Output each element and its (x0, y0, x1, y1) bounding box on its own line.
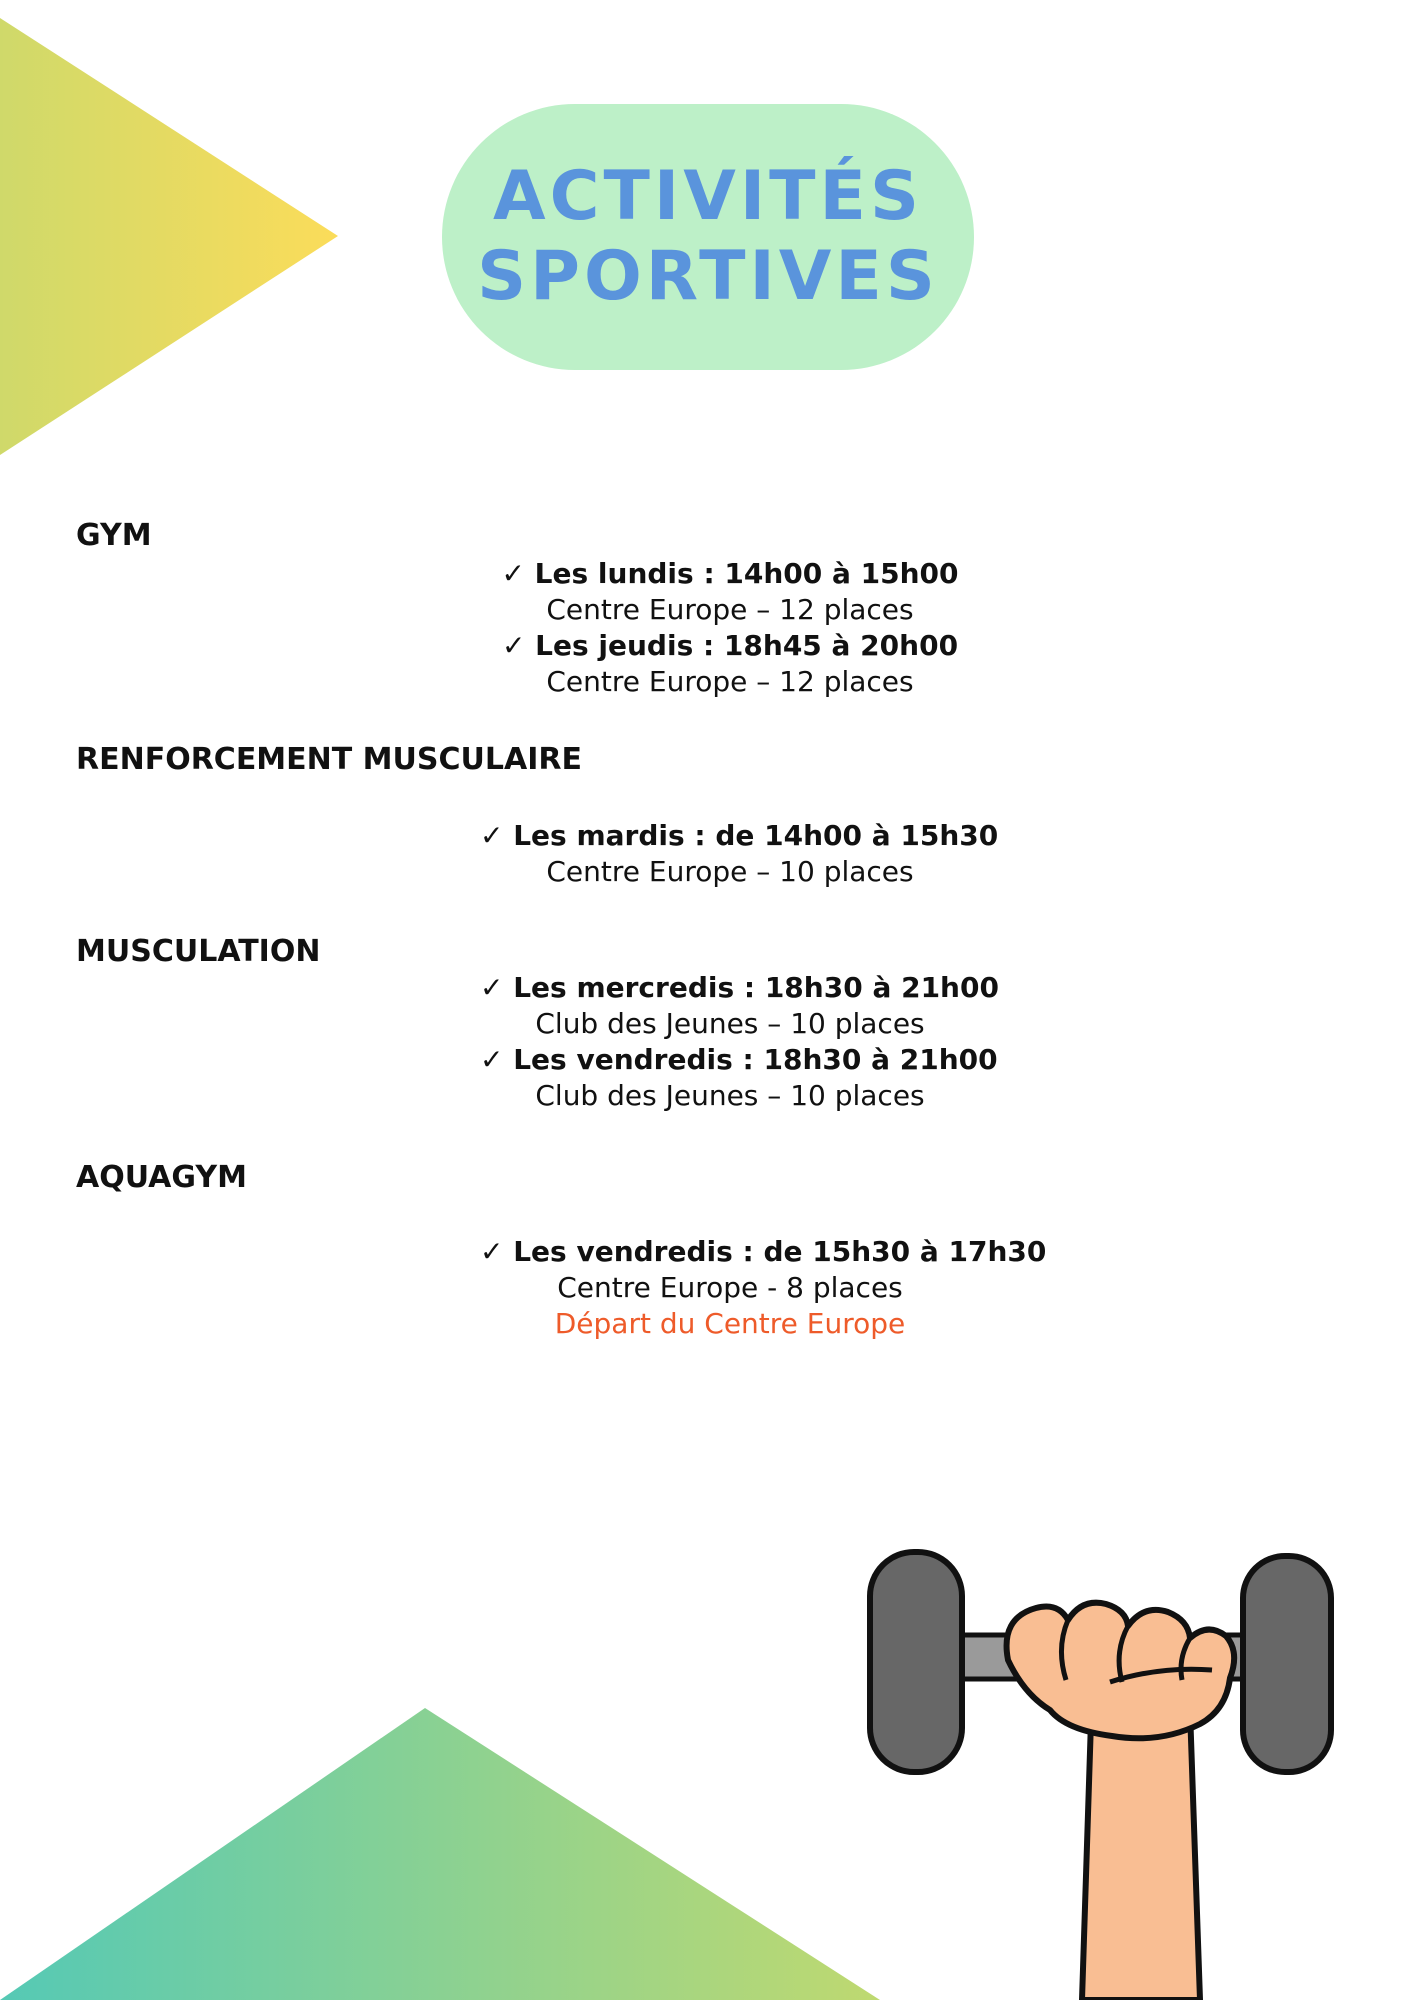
page-title-line-2: SPORTIVES (477, 237, 939, 316)
schedule-gym (480, 556, 980, 700)
schedule-slot: ✓ Les vendredis : 18h30 à 21h00 (480, 1043, 998, 1076)
page-title-line-1: ACTIVITÉS (493, 157, 923, 236)
section-title-gym: GYM (76, 518, 152, 553)
schedule-place: Centre Europe – 12 places (546, 665, 914, 698)
schedule-aquagym (480, 1234, 1047, 1342)
schedule-slot: ✓ Les mardis : de 14h00 à 15h30 (480, 819, 999, 852)
schedule-renforcement-musculaire (480, 818, 999, 890)
section-title-musculation: MUSCULATION (76, 934, 321, 969)
section-title-renforcement-musculaire: RENFORCEMENT MUSCULAIRE (76, 742, 582, 777)
schedule-slot: ✓ Les vendredis : de 15h30 à 17h30 (480, 1235, 1047, 1268)
title-banner (442, 104, 974, 370)
schedule-place: Centre Europe – 10 places (546, 855, 914, 888)
schedule-slot: ✓ Les lundis : 14h00 à 15h00 (501, 557, 959, 590)
schedule-place: Centre Europe – 12 places (546, 593, 914, 626)
schedule-slot: ✓ Les jeudis : 18h45 à 20h00 (501, 629, 959, 662)
schedule-place: Centre Europe - 8 places (557, 1271, 903, 1304)
schedule-musculation (480, 970, 999, 1114)
top-left-triangle-decoration (0, 0, 340, 460)
schedule-slot: ✓ Les mercredis : 18h30 à 21h00 (480, 971, 999, 1004)
section-title-aquagym: AQUAGYM (76, 1160, 247, 1195)
schedule-place: Club des Jeunes – 10 places (535, 1007, 925, 1040)
dumbbell-icon (860, 1540, 1340, 2000)
schedule-place: Club des Jeunes – 10 places (535, 1079, 925, 1112)
bottom-triangle-decoration (0, 1705, 880, 2000)
departure-note: Départ du Centre Europe (554, 1307, 906, 1340)
